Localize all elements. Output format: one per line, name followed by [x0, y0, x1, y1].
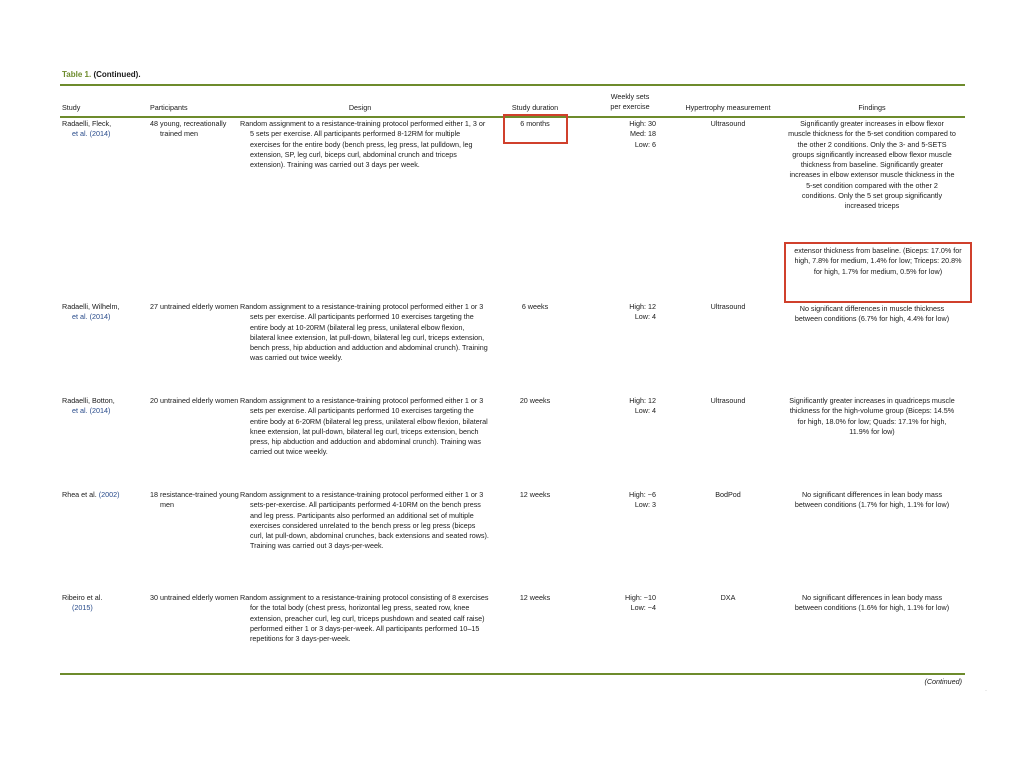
table-caption [62, 70, 141, 79]
page-marker: · [985, 688, 987, 694]
weekly-sets-value: Low: 6 [634, 139, 656, 149]
design-cell: Random assignment to a resistance-training protocol performed either 1, 3 or 5 sets per exercise. All participants performed 8-12RM for multiple exercises for the entire body (bench press, leg press, lat pulldown, leg extension, SP, leg curl, biceps curl, abdominal crunch and triceps extension). Training was carried out 3 days per week. [240, 119, 486, 170]
study-cell [62, 396, 144, 417]
design-cell: Random assignment to a resistance-training protocol performed either 1 or 3 sets-per-exercise. All participants performed 4-10RM on the bench press and leg press. Participants also performed an additional set of multiple exercises considered unrelated to the bench press or leg press (biceps curl, lat pull-down, abdominal crunches, back extensions and seated rows). Training was carried out 3 days-per-week. [240, 490, 489, 551]
weekly-sets-value: Low: 3 [634, 500, 656, 510]
duration-cell: 6 weeks [521, 302, 549, 311]
study-cell [62, 302, 144, 323]
table-caption-suffix: (Continued). [93, 70, 141, 79]
design-cell: Random assignment to a resistance-training protocol performed either 1 or 3 sets per exercise. All participants performed 10 exercises targeting the entire body at 10-20RM (bilateral leg press, unilateral elbow flexion, bilateral knee extension, lat pull-down, bilateral leg curl, triceps extension, bench press, hip abduction and adduction and abdominal crunch). Training was carried out twice weekly. [240, 302, 488, 363]
table-bottom-rule [60, 673, 965, 675]
weekly-sets-value: Low: 4 [634, 406, 656, 416]
hypertrophy-cell: Ultrasound [710, 396, 746, 405]
participants-cell: 20 untrained elderly women [150, 396, 239, 405]
study-name: Ribeiro et al. [62, 593, 103, 602]
study-cell [62, 490, 144, 500]
findings-cell: No significant differences in lean body mass between conditions (1.6% for high, 1.1% for low) [794, 593, 950, 613]
findings-highlighted-text: extensor thickness from baseline. (Biceps: 17.0% for high, 7.8% for medium, 1.4% for low; Triceps: 20.8% for high, 1.7% for medium, 0.5% for low) [794, 246, 962, 276]
duration-cell: 12 weeks [519, 490, 551, 499]
header-weekly-sets [590, 92, 670, 112]
duration-cell: 12 weeks [519, 593, 551, 602]
weekly-sets-value: Med: 18 [630, 129, 656, 139]
design-cell: Random assignment to a resistance-training protocol performed either 1 or 3 sets per exercise. All participants performed 10 exercises targeting the entire body at 6-20RM (bilateral leg press, unilateral elbow flexion, bilateral knee extension, lat pull-down, bilateral leg curl, triceps extension, bench press, hip abduction and adduction and abdominal crunch). Training was carried out twice weekly. [240, 396, 488, 457]
table-caption-label: Table 1. [62, 70, 92, 79]
study-name: Radaelli, Botton, [62, 396, 115, 405]
duration-cell: 6 months [520, 119, 550, 128]
hypertrophy-cell: DXA [720, 593, 736, 602]
hypertrophy-cell: Ultrasound [710, 119, 746, 128]
weekly-sets-cell [590, 302, 656, 323]
header-duration: Study duration [511, 103, 559, 112]
hypertrophy-cell: Ultrasound [710, 302, 746, 311]
study-citation-link[interactable]: et al. (2014) [72, 129, 111, 139]
participants-cell: 30 untrained elderly women [150, 593, 239, 602]
weekly-sets-value: High: 30 [629, 119, 656, 128]
findings-cell: No significant differences in muscle thickness between conditions (6.7% for high, 4.4% for low) [794, 304, 950, 324]
participants-cell: 48 young, recreationally trained men [150, 119, 227, 139]
weekly-sets-cell [590, 119, 656, 150]
header-findings: Findings [858, 103, 886, 112]
weekly-sets-cell [590, 593, 656, 614]
duration-cell: 20 weeks [519, 396, 551, 405]
duration-highlight-box [503, 114, 568, 144]
study-citation-link[interactable]: (2015) [72, 603, 93, 613]
weekly-sets-value: High: ~6 [629, 490, 656, 499]
findings-cell: Significantly greater increases in elbow flexor muscle thickness for the 5-set condition compared to the other 2 conditions. Only the 3- and 5-SETS groups significantly increased elbow flexor muscle thickness from baseline. Significantly greater increases in elbow extensor muscle thickness in the 5-set condition compared with the other 2 conditions. Only the 5 set group significantly increased triceps [788, 119, 956, 211]
study-citation-link[interactable]: et al. (2014) [72, 406, 111, 416]
header-design: Design [348, 103, 372, 112]
header-participants: Participants [150, 103, 188, 112]
weekly-sets-value: High: ~10 [625, 593, 656, 602]
header-weekly-sets-line2: per exercise [610, 102, 650, 111]
participants-cell: 18 resistance-trained young men [150, 490, 239, 510]
study-cell [62, 593, 144, 614]
study-name: Radaelli, Fleck, [62, 119, 112, 128]
weekly-sets-value: High: 12 [629, 396, 656, 405]
findings-cell: Significantly greater increases in quadriceps muscle thickness for the high-volume group (Biceps: 14.5% for high, 18.0% for low; Quads: 17.1% for high, 11.9% for low) [789, 396, 955, 436]
study-citation-link[interactable]: (2002) [98, 490, 120, 499]
findings-cell: No significant differences in lean body mass between conditions (1.7% for high, 1.1% for low) [794, 490, 950, 510]
header-weekly-sets-line1: Weekly sets [610, 92, 650, 101]
weekly-sets-cell [590, 490, 656, 511]
design-cell: Random assignment to a resistance-training protocol consisting of 8 exercises for the total body (chest press, horizontal leg press, seated row, knee extension, preacher curl, leg curl, triceps pushdown and seated calf raise) performed either 1 or 3 days-per-week. All participants performed 10–15 repetitions for 3 days-per-week. [240, 593, 489, 644]
weekly-sets-value: Low: ~4 [630, 603, 656, 613]
table-top-rule [60, 84, 965, 86]
header-hypertrophy: Hypertrophy measurement [685, 103, 771, 112]
hypertrophy-cell: BodPod [715, 490, 741, 499]
study-cell [62, 119, 144, 140]
continued-note: (Continued) [924, 677, 962, 686]
participants-cell: 27 untrained elderly women [150, 302, 239, 311]
study-citation-link[interactable]: et al. (2014) [72, 312, 111, 322]
weekly-sets-value: High: 12 [629, 302, 656, 311]
weekly-sets-value: Low: 4 [634, 312, 656, 322]
header-study: Study [62, 103, 81, 112]
study-name: Rhea et al. [62, 490, 97, 499]
study-name: Radaelli, Wilhelm, [62, 302, 120, 311]
weekly-sets-cell [590, 396, 656, 417]
